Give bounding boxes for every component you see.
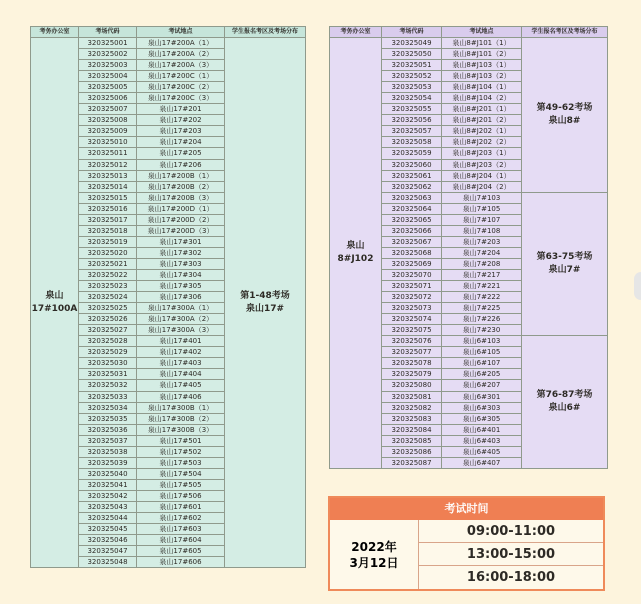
room-code-cell: 320325060 xyxy=(382,159,442,170)
location-cell: 泉山17#305 xyxy=(137,281,225,292)
room-code-cell: 320325031 xyxy=(79,369,137,380)
room-code-cell: 320325046 xyxy=(79,535,137,546)
location-cell: 泉山6#403 xyxy=(442,435,522,446)
location-cell: 泉山8#J202（2） xyxy=(442,137,522,148)
room-code-cell: 320325030 xyxy=(79,358,137,369)
location-cell: 泉山17#200B（1） xyxy=(137,170,225,181)
location-cell: 泉山17#404 xyxy=(137,369,225,380)
room-code-cell: 320325035 xyxy=(79,413,137,424)
location-cell: 泉山17#300A（3） xyxy=(137,325,225,336)
location-cell: 泉山7#107 xyxy=(442,214,522,225)
room-code-cell: 320325080 xyxy=(382,380,442,391)
room-code-cell: 320325016 xyxy=(79,203,137,214)
location-cell: 泉山8#J201（2） xyxy=(442,115,522,126)
room-code-cell: 320325045 xyxy=(79,524,137,535)
room-code-cell: 320325050 xyxy=(382,49,442,60)
room-code-cell: 320325081 xyxy=(382,391,442,402)
room-code-cell: 320325062 xyxy=(382,181,442,192)
location-cell: 泉山17#306 xyxy=(137,292,225,303)
left-table-body xyxy=(31,38,306,568)
location-cell: 泉山17#505 xyxy=(137,479,225,490)
office-cell: 泉山 8#J102 xyxy=(330,38,382,469)
room-code-cell: 320325032 xyxy=(79,380,137,391)
room-code-cell: 320325074 xyxy=(382,314,442,325)
location-cell: 泉山17#300A（2） xyxy=(137,314,225,325)
location-cell: 泉山17#605 xyxy=(137,546,225,557)
room-code-cell: 320325037 xyxy=(79,435,137,446)
room-code-cell: 320325028 xyxy=(79,336,137,347)
district-cell: 第1-48考场 泉山17# xyxy=(225,38,306,568)
room-code-cell: 320325040 xyxy=(79,468,137,479)
room-code-cell: 320325019 xyxy=(79,236,137,247)
location-cell: 泉山17#301 xyxy=(137,236,225,247)
room-code-cell: 320325066 xyxy=(382,225,442,236)
location-cell: 泉山17#300B（2） xyxy=(137,413,225,424)
location-cell: 泉山17#503 xyxy=(137,457,225,468)
location-cell: 泉山17#501 xyxy=(137,435,225,446)
location-cell: 泉山6#107 xyxy=(442,358,522,369)
room-code-cell: 320325056 xyxy=(382,115,442,126)
location-cell: 泉山17#602 xyxy=(137,513,225,524)
location-cell: 泉山17#302 xyxy=(137,247,225,258)
room-code-cell: 320325087 xyxy=(382,457,442,468)
location-cell: 泉山8#J101（1） xyxy=(442,38,522,49)
room-code-cell: 320325072 xyxy=(382,292,442,303)
room-code-cell: 320325026 xyxy=(79,314,137,325)
location-cell: 泉山8#J204（2） xyxy=(442,181,522,192)
room-code-cell: 320325084 xyxy=(382,424,442,435)
location-cell: 泉山6#105 xyxy=(442,347,522,358)
location-cell: 泉山8#J104（2） xyxy=(442,93,522,104)
location-cell: 泉山7#204 xyxy=(442,247,522,258)
room-code-cell: 320325022 xyxy=(79,269,137,280)
location-cell: 泉山17#206 xyxy=(137,159,225,170)
location-cell: 泉山7#221 xyxy=(442,281,522,292)
room-code-cell: 320325005 xyxy=(79,82,137,93)
exam-date-text: 2022年 3月12日 xyxy=(349,539,399,570)
location-cell: 泉山7#203 xyxy=(442,236,522,247)
room-code-cell: 320325052 xyxy=(382,71,442,82)
room-code-cell: 320325033 xyxy=(79,391,137,402)
room-code-cell: 320325076 xyxy=(382,336,442,347)
room-code-cell: 320325059 xyxy=(382,148,442,159)
side-scroll-handle[interactable] xyxy=(634,272,641,300)
location-cell: 泉山17#504 xyxy=(137,468,225,479)
room-code-cell: 320325068 xyxy=(382,247,442,258)
table-row xyxy=(31,38,306,49)
room-code-cell: 320325014 xyxy=(79,181,137,192)
room-code-cell: 320325013 xyxy=(79,170,137,181)
location-cell: 泉山7#225 xyxy=(442,303,522,314)
right-exam-table xyxy=(329,26,608,469)
room-code-cell: 320325061 xyxy=(382,170,442,181)
location-cell: 泉山17#304 xyxy=(137,269,225,280)
location-cell: 泉山6#103 xyxy=(442,336,522,347)
district-cell: 第63-75考场 泉山7# xyxy=(522,192,608,336)
location-cell: 泉山17#200B（3） xyxy=(137,192,225,203)
room-code-cell: 320325053 xyxy=(382,82,442,93)
exam-time-box xyxy=(328,496,605,591)
location-cell: 泉山17#606 xyxy=(137,557,225,568)
room-code-cell: 320325042 xyxy=(79,490,137,501)
room-code-cell: 320325021 xyxy=(79,258,137,269)
room-code-cell: 320325058 xyxy=(382,137,442,148)
header-room-code: 考场代码 xyxy=(79,27,137,38)
room-code-cell: 320325011 xyxy=(79,148,137,159)
exam-time-title: 考试时间 xyxy=(330,498,603,520)
room-code-cell: 320325082 xyxy=(382,402,442,413)
room-code-cell: 320325063 xyxy=(382,192,442,203)
location-cell: 泉山8#J203（2） xyxy=(442,159,522,170)
left-exam-table xyxy=(30,26,306,568)
room-code-cell: 320325034 xyxy=(79,402,137,413)
room-code-cell: 320325003 xyxy=(79,60,137,71)
room-code-cell: 320325025 xyxy=(79,303,137,314)
location-cell: 泉山17#403 xyxy=(137,358,225,369)
location-cell: 泉山17#300A（1） xyxy=(137,303,225,314)
location-cell: 泉山17#200A（1） xyxy=(137,38,225,49)
location-cell: 泉山6#407 xyxy=(442,457,522,468)
location-cell: 泉山17#303 xyxy=(137,258,225,269)
location-cell: 泉山17#405 xyxy=(137,380,225,391)
location-cell: 泉山17#200A（2） xyxy=(137,49,225,60)
room-code-cell: 320325075 xyxy=(382,325,442,336)
location-cell: 泉山17#200C（3） xyxy=(137,93,225,104)
location-cell: 泉山7#108 xyxy=(442,225,522,236)
room-code-cell: 320325015 xyxy=(79,192,137,203)
location-cell: 泉山8#J201（1） xyxy=(442,104,522,115)
room-code-cell: 320325067 xyxy=(382,236,442,247)
location-cell: 泉山6#301 xyxy=(442,391,522,402)
room-code-cell: 320325036 xyxy=(79,424,137,435)
district-cell: 第76-87考场 泉山6# xyxy=(522,336,608,469)
location-cell: 泉山17#601 xyxy=(137,501,225,512)
location-cell: 泉山17#200C（2） xyxy=(137,82,225,93)
table-row xyxy=(330,38,608,49)
room-code-cell: 320325007 xyxy=(79,104,137,115)
room-code-cell: 320325086 xyxy=(382,446,442,457)
room-code-cell: 320325044 xyxy=(79,513,137,524)
header-office: 考务办公室 xyxy=(31,27,79,38)
room-code-cell: 320325054 xyxy=(382,93,442,104)
right-table-body xyxy=(330,38,608,469)
room-code-cell: 320325001 xyxy=(79,38,137,49)
left-table-header xyxy=(31,27,306,38)
location-cell: 泉山17#603 xyxy=(137,524,225,535)
location-cell: 泉山17#200D（1） xyxy=(137,203,225,214)
room-code-cell: 320325071 xyxy=(382,281,442,292)
location-cell: 泉山8#J101（2） xyxy=(442,49,522,60)
time-slot-1: 09:00-11:00 xyxy=(419,520,603,543)
room-code-cell: 320325051 xyxy=(382,60,442,71)
location-cell: 泉山17#506 xyxy=(137,490,225,501)
location-cell: 泉山6#405 xyxy=(442,446,522,457)
header-office: 考务办公室 xyxy=(330,27,382,38)
room-code-cell: 320325002 xyxy=(79,49,137,60)
office-cell: 泉山 17#100A xyxy=(31,38,79,568)
right-table-header xyxy=(330,27,608,38)
room-code-cell: 320325010 xyxy=(79,137,137,148)
location-cell: 泉山8#J202（1） xyxy=(442,126,522,137)
header-district: 学生报名考区及考场分布 xyxy=(522,27,608,38)
location-cell: 泉山17#202 xyxy=(137,115,225,126)
room-code-cell: 320325047 xyxy=(79,546,137,557)
room-code-cell: 320325024 xyxy=(79,292,137,303)
room-code-cell: 320325020 xyxy=(79,247,137,258)
location-cell: 泉山17#604 xyxy=(137,535,225,546)
location-cell: 泉山17#203 xyxy=(137,126,225,137)
location-cell: 泉山7#217 xyxy=(442,269,522,280)
room-code-cell: 320325023 xyxy=(79,281,137,292)
room-code-cell: 320325048 xyxy=(79,557,137,568)
location-cell: 泉山17#300B（1） xyxy=(137,402,225,413)
location-cell: 泉山8#J204（1） xyxy=(442,170,522,181)
location-cell: 泉山6#305 xyxy=(442,413,522,424)
room-code-cell: 320325065 xyxy=(382,214,442,225)
room-code-cell: 320325009 xyxy=(79,126,137,137)
room-code-cell: 320325039 xyxy=(79,457,137,468)
location-cell: 泉山7#208 xyxy=(442,258,522,269)
location-cell: 泉山17#200C（1） xyxy=(137,71,225,82)
room-code-cell: 320325041 xyxy=(79,479,137,490)
room-code-cell: 320325069 xyxy=(382,258,442,269)
room-code-cell: 320325018 xyxy=(79,225,137,236)
location-cell: 泉山7#103 xyxy=(442,192,522,203)
location-cell: 泉山17#200D（3） xyxy=(137,225,225,236)
room-code-cell: 320325079 xyxy=(382,369,442,380)
location-cell: 泉山8#J203（1） xyxy=(442,148,522,159)
location-cell: 泉山8#J103（1） xyxy=(442,60,522,71)
location-cell: 泉山17#201 xyxy=(137,104,225,115)
room-code-cell: 320325070 xyxy=(382,269,442,280)
room-code-cell: 320325055 xyxy=(382,104,442,115)
time-slot-3: 16:00-18:00 xyxy=(466,570,556,585)
exam-date xyxy=(330,520,419,589)
room-code-cell: 320325012 xyxy=(79,159,137,170)
header-district: 学生报名考区及考场分布 xyxy=(225,27,306,38)
location-cell: 泉山17#204 xyxy=(137,137,225,148)
room-code-cell: 320325078 xyxy=(382,358,442,369)
room-code-cell: 320325029 xyxy=(79,347,137,358)
room-code-cell: 320325085 xyxy=(382,435,442,446)
district-cell: 第49-62考场 泉山8# xyxy=(522,38,608,193)
header-location: 考试地点 xyxy=(442,27,522,38)
time-slot-2: 13:00-15:00 xyxy=(419,543,603,566)
room-code-cell: 320325057 xyxy=(382,126,442,137)
location-cell: 泉山7#105 xyxy=(442,203,522,214)
location-cell: 泉山6#207 xyxy=(442,380,522,391)
room-code-cell: 320325038 xyxy=(79,446,137,457)
location-cell: 泉山17#200D（2） xyxy=(137,214,225,225)
room-code-cell: 320325064 xyxy=(382,203,442,214)
location-cell: 泉山17#401 xyxy=(137,336,225,347)
location-cell: 泉山6#303 xyxy=(442,402,522,413)
location-cell: 泉山17#300B（3） xyxy=(137,424,225,435)
room-code-cell: 320325008 xyxy=(79,115,137,126)
location-cell: 泉山8#J103（2） xyxy=(442,71,522,82)
location-cell: 泉山7#222 xyxy=(442,292,522,303)
room-code-cell: 320325017 xyxy=(79,214,137,225)
room-code-cell: 320325083 xyxy=(382,413,442,424)
location-cell: 泉山17#406 xyxy=(137,391,225,402)
room-code-cell: 320325077 xyxy=(382,347,442,358)
location-cell: 泉山6#401 xyxy=(442,424,522,435)
location-cell: 泉山17#502 xyxy=(137,446,225,457)
room-code-cell: 320325043 xyxy=(79,501,137,512)
location-cell: 泉山8#J104（1） xyxy=(442,82,522,93)
location-cell: 泉山7#230 xyxy=(442,325,522,336)
location-cell: 泉山17#200B（2） xyxy=(137,181,225,192)
room-code-cell: 320325004 xyxy=(79,71,137,82)
location-cell: 泉山7#226 xyxy=(442,314,522,325)
location-cell: 泉山17#205 xyxy=(137,148,225,159)
room-code-cell: 320325049 xyxy=(382,38,442,49)
room-code-cell: 320325027 xyxy=(79,325,137,336)
location-cell: 泉山17#402 xyxy=(137,347,225,358)
header-room-code: 考场代码 xyxy=(382,27,442,38)
location-cell: 泉山6#205 xyxy=(442,369,522,380)
header-location: 考试地点 xyxy=(137,27,225,38)
location-cell: 泉山17#200A（3） xyxy=(137,60,225,71)
room-code-cell: 320325073 xyxy=(382,303,442,314)
room-code-cell: 320325006 xyxy=(79,93,137,104)
